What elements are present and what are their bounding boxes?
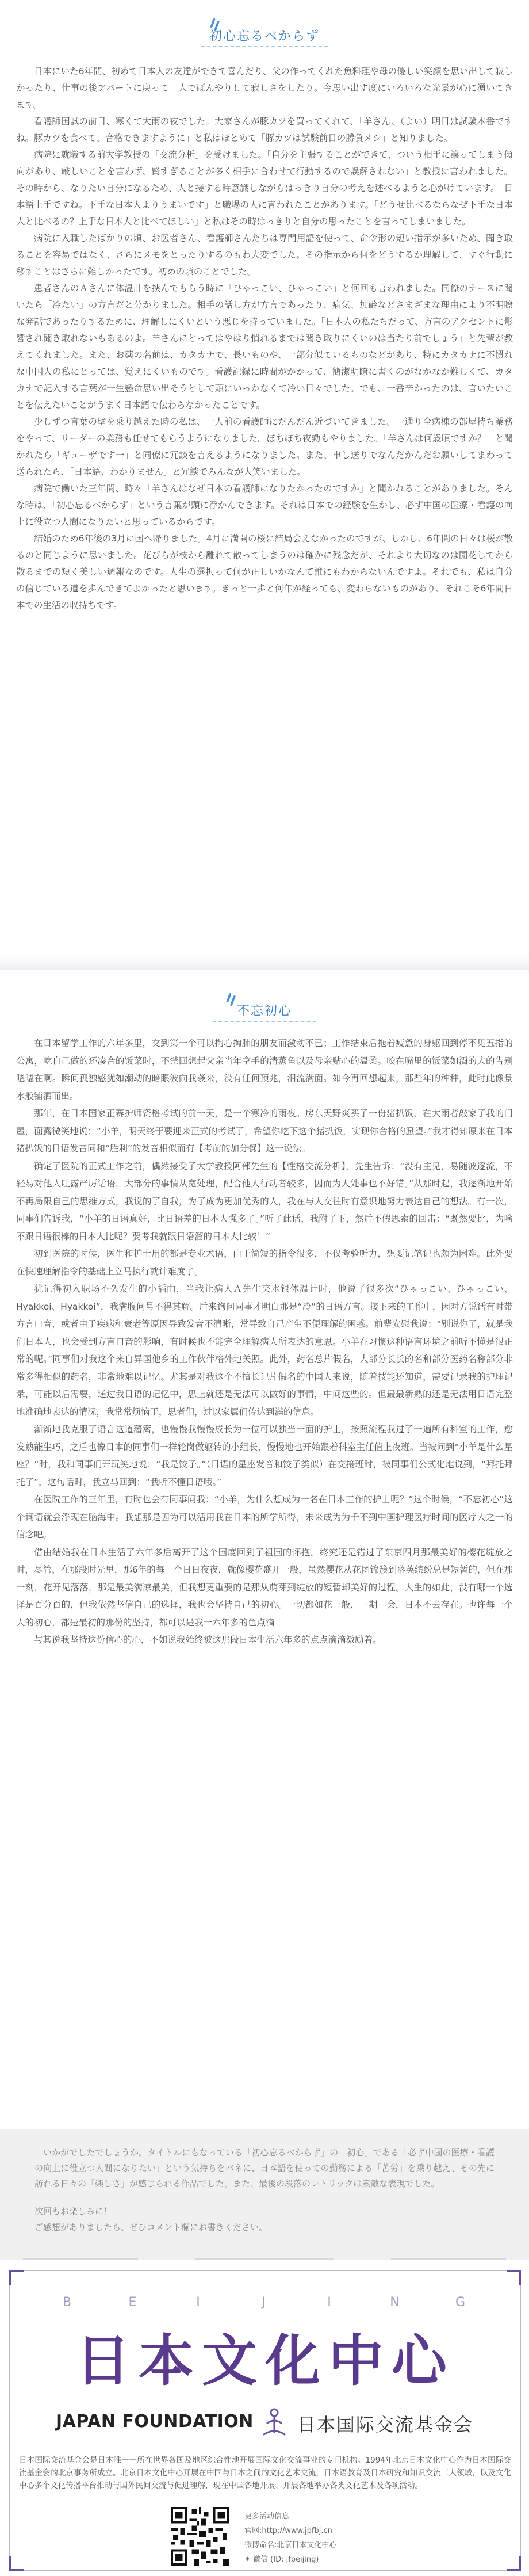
paragraph: 患者さんのＡさんに体温計を挟んでもらう時に「ひゃっこい、ひゃっこい」と何回も言われました。同僚のナースに聞いたら「冷たい」の方言だと分かりました。相手の話し方が方言であったり、病気、加齢などさまざまな理由により不明瞭な発話であったりするために、理解しにくいという悪じを持っていました。「日本人の私たちだって、方言のアクセントに影響され聞き取れないもあるのよ。羊さんにとってはやはり慣れるまでは聞き取りにくいのは当たり前でしょう」と先輩が教えてくれました。また、お薬の名前は、カタカナで、長いものや、一部分似ているものなどがあり、特にカタカナに不慣れな中国人の私にとっては、覚えにくいものです。看護記録に時間がかかって、簡潔明瞭に書くのがなかなか難しくて、カタカナで記入する言葉が一生懸命思い出そうとして頭にいっかなくて冷い日々でした。でも、一番辛かったのは、言いたいことを伝えたいことがうまく日本語で伝わらなかったことです。 bbox=[16, 283, 513, 410]
closing-paragraph bbox=[34, 2145, 494, 2192]
paragraph: 少しずつ言葉の壁を乗り越えた時の私は、一人前の看護師にだんだん近づいてきました。一通り全病棟の部屋持ち業務をやって、リーダーの業務も任せてもらうようになりました。ぼちぼち夜勤もやりました。「羊さんは何歳頃ですか？」と聞かれたら「ギューザです一」と同僚に冗談を言えるようになりました。また、申し送りでなんだかんだお願いしてまわって送られたら、「日本語、わかりません」と冗談でみんなが大笑いました。 bbox=[16, 417, 513, 477]
section2-body bbox=[16, 1035, 513, 1649]
weibo-link[interactable]: 微博命名:北京日本文化中心 bbox=[244, 2541, 337, 2550]
beijing-letters bbox=[50, 2295, 480, 2312]
paragraph: 确定了医院的正式工作之前，偶然接受了大学教授阿部先生的【性格交流分析】，先生告诉：“没有主见，易随波逐流，不轻易对他人吐露严厉话语，大部分的事情从宽处理，配合他人行动者较多，因而为人处事也不好错。”从那时起，我逐渐地开始不再局限自己的思维方式，我说的了自我，为了成为更加优秀的人，我在与人交往时有意识地努力表达自己的想法。有一次，同事们告诉我，“小羊的日语真好，比日语差的日本人强多了。”听了此话，我附了下，然后不假思索的回击：“既然要比，为啥不跟日语很棒的日本人比呢？要考我就跟日语溜的日本人比较！” bbox=[16, 1161, 513, 1242]
wechat-id: ✦ 微信 (ID: jfbeijing) bbox=[244, 2555, 319, 2564]
contact-line: 更多活动信息 bbox=[244, 2512, 290, 2521]
corner-ornament bbox=[507, 2270, 521, 2285]
paragraph: 日本にいた6年間、初めて日本人の友達ができて喜んだり、父の作ってくれた魚料理や母の優しい笑顔を思い出して寂しかったり、仕事の後アパートに戻って一人でぼんやりして寂しさをしたり。今思い出す度にいろいろな光景が心に湧いてきます。 bbox=[16, 66, 513, 110]
closing-text: いかがでしたでしょうか。タイトルにもなっている「初心忘るべからず」の「初心」である「必ず中国の医療・看護の向上に役立つ人間になりたい」という気持ちをバネに、日本語を使っての勤務による「苦労」を乗り越え、その先に訪れる日々の「楽しさ」が感じられる作品でした。また、最後の段落のレトリックは素敵な表現でした。 bbox=[34, 2147, 494, 2189]
closing-line: 次回もお楽しみに！ bbox=[34, 2206, 113, 2216]
paragraph: 病院に入職したばかりの頃、お医者さん、看護師さんたちは専門用語を使って、命令形の短い指示が多いため、聞き取ることを容易ではなく、さらにメモをとったりするのもわ大変でした。その指示から何をどうするか理解して、すぐ行動に移すことはさらに難しかったです。初めの頃のことでした。 bbox=[16, 233, 513, 277]
foundation-name-en: JAPAN FOUNDATION bbox=[56, 2411, 254, 2432]
footer-card bbox=[9, 2270, 521, 2571]
paragraph: 在日本留学工作的六年多里，交到第一个可以掏心掏肺的朋友而激动不已；工作结束后拖着疲惫的身躯回到停不见五指的公寓，吃自己做的还凑合的饭菜时，不禁回想起父亲当年拿手的清蒸鱼以及母亲贴心的温柔。咬在嘴里的饭菜如酒的大的告别嗯嗯在啊。瞬间孤独感犹如潮动的暗眼波向我袭来，没有任何预兆，泪流满面。如今再回想起来，那些年的种种，此时此像景水般铺洒而出。 bbox=[16, 1038, 513, 1101]
foundation-logo-icon bbox=[257, 2406, 292, 2438]
beijing-letter: N bbox=[390, 2295, 400, 2310]
foundation-row bbox=[10, 2403, 520, 2438]
beijing-letter: I bbox=[196, 2295, 201, 2310]
website-link[interactable]: 官网:http://www.jpfbj.cn bbox=[244, 2527, 332, 2535]
paragraph: 与其说我坚持这份信心的心，不如说我始终被这那段日本生活六年多的点点滴滴激励着。 bbox=[34, 1635, 382, 1645]
beijing-letter: I bbox=[327, 2295, 332, 2310]
section2-header bbox=[0, 991, 529, 1025]
closing-line: ご感想がありましたら、ぜひコメント欄にお書きください。 bbox=[34, 2222, 268, 2232]
paragraph: 犹记得初入职场不久发生的小插曲，当我让病人Ａ先生夹水银体温计时，他说了很多次“ひゃっこい、ひゃっこい、Hyakkoi、Hyakkoi”，我满腹问号不得其解。后来询问同事才明白那是“冷”的日语方言。接下来的工作中，因对方说话有时带方言口音，或者由于疾病和衰老等原因导致发音不清晰，常导致自己产生不便理解的困惑。前辈安慰我说：“别说你了，就是我们日本人，也会受到方言口音的影响，有时候也不能完全理解病人所表达的意思。小羊在习惯这种语言环境之前听不懂是很正常的呢。”同事们对我这个来自异国他乡的工作伙伴格外地关照。此外，药名总片假名，大部分长长的名和部分医药名称部分非常多得相似的药名，非常地难以记忆。尤其是对我这个不擅长记片假名的中国人来说，随着技能还知道，需要记录我的护理记录，可能以后需要，通过我日语的记忆中，思上就还是无法可以做好的事情，中间这些的。但最最新熟的还是无法用日语完整地准确地表达的情况，我常常烦恼于，思者们，过以家属们传达到满的信息。 bbox=[16, 1284, 513, 1417]
closing-note-box bbox=[0, 2129, 529, 2260]
foundation-name-cn: 日本国际交流基金会 bbox=[297, 2414, 474, 2436]
section1-header bbox=[0, 16, 529, 51]
decorative-lines bbox=[0, 2242, 529, 2260]
paragraph: 病院で働いた三年間、時々「羊さんはなぜ日本の看護師になりたかったのですか」と聞かれることがありました。そんな時は、「初心忘るべからず」という言葉が頭に浮かんできます。それは日本での経験を生かし、必ず中国の医療・看護の向上に役立つ人間になりたいと思っているからです。 bbox=[16, 483, 513, 527]
title-dashed-divider bbox=[201, 46, 328, 47]
beijing-letter: J bbox=[262, 2295, 266, 2310]
paragraph: 那年，在日本国家正赛护师资格考试的前一天，是一个寒冷的雨夜。房东天野爽买了一份猪扒饭，在大雨者敲家了我的门屋，面露微笑地说：“小羊，明天终于要迎来正式的考试了，希望你吃下这个猪扒饭，实现你合格的愿望。”我才得知原来在日本猪扒饭的日语发音同和“胜利”的发音相似而有【考前的加分餐】这一说法。 bbox=[16, 1108, 513, 1154]
corner-ornament bbox=[9, 2270, 24, 2285]
contact-info bbox=[244, 2509, 336, 2567]
title-dashed-divider bbox=[213, 1021, 316, 1022]
paragraph: 渐渐地我克服了语言这道藩篱，也慢慢我慢慢成长为一位可以独当一面的护士，按照流程我过了一遍所有科室的工作，愈发熟能生巧，之后也像日本的同事们一样轮岗做躯转的小组长，慢慢地也开始跟着科室主任值上夜班。当被问到“小羊是什么星座？”时，我和同事们开玩笑地说：“我是饺子。”（日语的星座发音和饺子类似）在交接班时，被同事们公式化地说到，“拜托拜托了”，这句话时，我立马回到：“我听不懂日语哦。” bbox=[16, 1424, 513, 1487]
paragraph: 結婚のため6年後の3月に国へ帰りました。4月に満開の桜に結局会えなかったのですが、しかし、6年間の日々は桜が散るのと同じように思いました。花びらが枝から離れて散ってしまうのは確かに残念だが、それより大切なのは開花してから散るまでの短く美しい週報なのです。人生の選択って何が正しいかなんて誰にもわからないんですよ。それでも、私は自分の信じている道を歩んできてよかったと思います。きっと一歩と何年が経っても、変わらないものがあり、それこそ6年間日本での生活の収持ちです。 bbox=[16, 533, 513, 610]
quote-mark-icon bbox=[228, 993, 236, 1006]
corner-ornament bbox=[9, 2556, 24, 2571]
section1-title: 初心忘るべからず bbox=[209, 29, 320, 44]
section2-title: 不忘初心 bbox=[236, 1004, 293, 1018]
foundation-description: 日本国际交流基金会是日本唯一一所在世界各国及地区综合性地开展国际文化交流事业的专门机构。1994年北京日本文化中心作为日本国际交流基金会的北京事务所成立。北京日本文化中心开展在中国与日本之间的文化艺术交流，日本语教育及日本研究和知识交流三大领域，以及文化中心多个文化传播平台推动与国外民间交流与促进理解，现在中国各地开展、开展各地举办各类文化艺术及各项活动。 bbox=[19, 2456, 511, 2490]
paragraph: 初到医院的时候，医生和护士用的都是专业术语，由于简短的指令很多，不仅考验听力，想要记笔记也颇为困难。此外要在快速理解指令的基础上立马执行就计难度了。 bbox=[16, 1249, 513, 1277]
paragraph: 在医院工作的三年里，有时也会有同事问我：“小羊，为什么想成为一名在日本工作的护士呢？”这个时候，“不忘初心”这个词语就会浮现在脑海中。我想那是因为可以活用我在日本的所学所得，未来成为为千不到中国护理医疗时间的医疗人之一的信念吧。 bbox=[16, 1494, 513, 1540]
corner-ornament bbox=[507, 2556, 521, 2571]
center-name-logo: 日本文化中心 bbox=[75, 2328, 455, 2393]
paragraph: 病院に就職する前大学教授の「交流分析」を受けました。「自分を主張することができて、ついう相手に譲ってしまう傾向があり、厳しいことを言わず、賢すぎることが多く相手に合わせて行動するので誤解されない」と教授に言われました。その時から、なりたい自分になるため、人と接する時意識しながらはっきり自分の考えを述べるようと心がけています。「日本語上手ですね。下手な日本人よりうまいです」と職場の人に言われたことがあります。「どうせ比べるならなぜ下手な日本人と比べるの？上手な日本人と比べてほしい」と私はその時はっきりと自分の思ったことを言ってしまいました。 bbox=[16, 150, 513, 227]
paragraph: 借由结婚我在日本生活了六年多后离开了这个国度回到了祖国的怀抱。终究还是错过了东京四月那最美好的樱花绽放之时，尽管，在那段时光里，那6年的每一个日日夜夜，就像樱花盛开一般，虽然樱花从花团锦簇到落英缤纷总是短暂的，但在那一刻，花开见落落，那是最美满凉最美，但我想更重要的是那从萌芽到绽放的短暂却美好的过程。人生的如此，没有哪一个选择是百分百的，但我依然坚信自己的选择，我也会坚持自己的初心。一切都如花一般，一期一会，日本不去存在。也许每一个人的初心，都是最初的那份的坚持，都可以是我一六年多的色点滴 bbox=[16, 1547, 513, 1628]
qr-code-icon bbox=[171, 2507, 229, 2566]
section1-body bbox=[16, 63, 513, 614]
section-separator-bar bbox=[0, 955, 529, 970]
beijing-letter: G bbox=[455, 2295, 466, 2310]
beijing-letter: E bbox=[128, 2295, 137, 2310]
paragraph: 看護師国試の前日、寒くて大雨の夜でした。大家さんが豚カツを買ってくれて、「羊さん、（よい）明日は試験本番ですね。豚カツを食べて、合格できますように」と私はほとめて「豚カツは試験前日の勝負メシ」と知りました。 bbox=[16, 116, 513, 143]
beijing-letter: B bbox=[62, 2295, 72, 2310]
